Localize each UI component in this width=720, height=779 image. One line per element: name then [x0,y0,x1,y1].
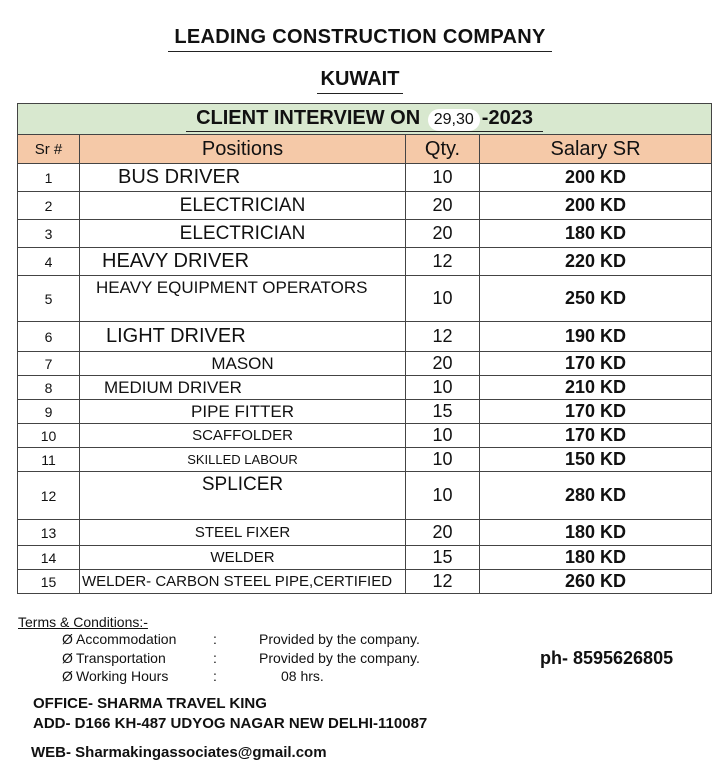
row-sr: 2 [18,192,80,220]
row-position: HEAVY DRIVER [80,248,406,276]
row-qty: 20 [406,192,480,220]
row-qty: 12 [406,322,480,352]
office-name: OFFICE- SHARMA TRAVEL KING [33,695,267,712]
row-salary: 200 KD [480,164,712,192]
office-address: ADD- D166 KH-487 UDYOG NAGAR NEW DELHI-110087 [33,715,428,732]
row-sr: 13 [18,520,80,546]
row-position: WELDER- CARBON STEEL PIPE,CERTIFIED [80,570,406,594]
positions-table [17,103,712,594]
terms-block [18,614,148,630]
row-salary: 180 KD [480,520,712,546]
row-position: PIPE FITTER [80,400,406,424]
row-salary: 280 KD [480,472,712,520]
interview-year: -2023 [481,107,533,129]
row-sr: 10 [18,424,80,448]
interview-banner-text [186,107,543,132]
table-row [18,220,712,248]
table-row [18,570,712,594]
table-row [18,164,712,192]
phone-number: ph- 8595626805 [540,648,674,668]
row-qty: 20 [406,520,480,546]
table-row [18,322,712,352]
table-row [18,352,712,376]
col-header-position: Positions [80,135,406,164]
row-position: WELDER [80,546,406,570]
row-qty: 12 [406,248,480,276]
col-header-sr: Sr # [18,135,80,164]
row-position: SKILLED LABOUR [80,448,406,472]
interview-banner [18,104,712,135]
table-row [18,520,712,546]
row-qty: 10 [406,276,480,322]
table-row [18,248,712,276]
row-salary: 190 KD [480,322,712,352]
row-salary: 170 KD [480,352,712,376]
row-sr: 12 [18,472,80,520]
row-salary: 150 KD [480,448,712,472]
company-title [0,26,720,49]
office-web: WEB- Sharmakingassociates@gmail.com [31,744,327,761]
row-position: SCAFFOLDER [80,424,406,448]
row-sr: 4 [18,248,80,276]
country-title-text: KUWAIT [317,68,404,94]
table-row [18,424,712,448]
terms-label: Transportation [76,650,166,666]
table-row [18,472,712,520]
terms-title: Terms & Conditions:- [18,614,148,630]
terms-bullet: Ø [62,668,73,684]
row-qty: 10 [406,448,480,472]
col-header-qty: Qty. [406,135,480,164]
row-salary: 220 KD [480,248,712,276]
table-row [18,192,712,220]
row-qty: 12 [406,570,480,594]
row-sr: 3 [18,220,80,248]
row-salary: 180 KD [480,546,712,570]
row-sr: 9 [18,400,80,424]
table-row [18,448,712,472]
row-qty: 10 [406,164,480,192]
row-qty: 20 [406,220,480,248]
row-sr: 11 [18,448,80,472]
row-sr: 14 [18,546,80,570]
interview-prefix: CLIENT INTERVIEW ON [196,107,421,129]
terms-separator: : [213,631,217,647]
company-title-text: LEADING CONSTRUCTION COMPANY [168,26,551,52]
row-salary: 180 KD [480,220,712,248]
row-qty: 10 [406,472,480,520]
row-salary: 210 KD [480,376,712,400]
row-position: MASON [80,352,406,376]
row-qty: 20 [406,352,480,376]
row-sr: 6 [18,322,80,352]
terms-separator: : [213,668,217,684]
row-position: MEDIUM DRIVER [80,376,406,400]
row-qty: 15 [406,400,480,424]
interview-dates: 29,30 [428,109,480,131]
row-position: HEAVY EQUIPMENT OPERATORS [80,276,406,322]
terms-label: Working Hours [76,668,169,684]
terms-separator: : [213,650,217,666]
terms-value: 08 hrs. [281,668,324,684]
terms-value: Provided by the company. [259,650,420,666]
row-sr: 5 [18,276,80,322]
row-salary: 170 KD [480,400,712,424]
row-salary: 170 KD [480,424,712,448]
row-salary: 260 KD [480,570,712,594]
row-qty: 10 [406,376,480,400]
table-row [18,400,712,424]
row-sr: 8 [18,376,80,400]
row-position: ELECTRICIAN [80,220,406,248]
terms-value: Provided by the company. [259,631,420,647]
row-position: STEEL FIXER [80,520,406,546]
table-row [18,276,712,322]
table-header [18,135,712,164]
table-row [18,546,712,570]
row-salary: 200 KD [480,192,712,220]
country-title [0,68,720,91]
table-row [18,376,712,400]
row-qty: 10 [406,424,480,448]
row-sr: 15 [18,570,80,594]
row-position: LIGHT DRIVER [80,322,406,352]
row-salary: 250 KD [480,276,712,322]
interview-banner-cell [18,104,712,135]
col-header-salary: Salary SR [480,135,712,164]
table-body [18,164,712,594]
terms-label: Accommodation [76,631,177,647]
row-position: ELECTRICIAN [80,192,406,220]
terms-bullet: Ø [62,650,73,666]
row-sr: 7 [18,352,80,376]
row-position: BUS DRIVER [80,164,406,192]
terms-bullet: Ø [62,631,73,647]
row-qty: 15 [406,546,480,570]
row-sr: 1 [18,164,80,192]
row-position: SPLICER [80,472,406,520]
